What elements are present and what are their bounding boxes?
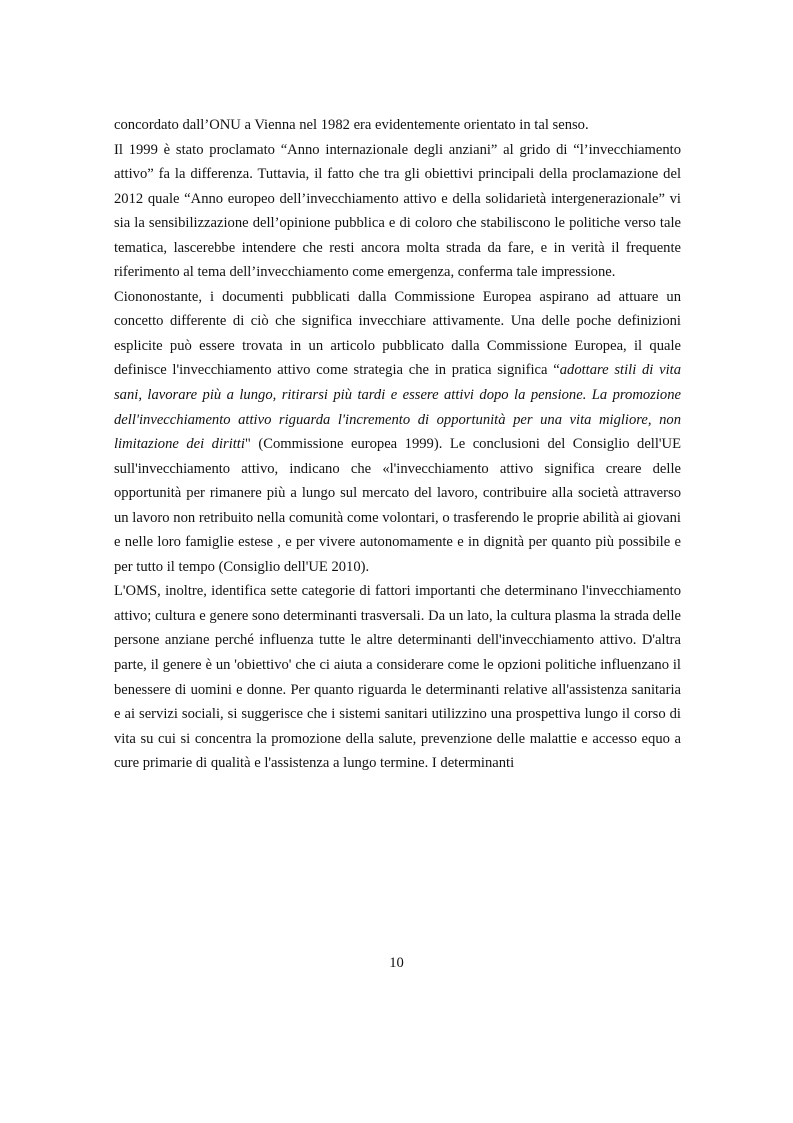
paragraph-text-after-quote: " (Commissione europea 1999). Le conclusioni del Consiglio dell'UE sull'invecchiamento attivo, indicano che «l'invecchiamento attivo significa creare delle opportunità per rimanere più a lungo sul mercato del lavoro, contribuire alla società attraverso un lavoro non retribuito nella comunità come volontari, o trasferendo le proprie abilità ai giovani e nelle loro famiglie estese , e per vivere autonomamente e in dignità per quanto più possibile e per tutto il tempo (Consiglio dell'UE 2010). <box>114 436 681 575</box>
paragraph-anno-internazionale: Il 1999 è stato proclamato “Anno internazionale degli anziani” al grido di “l’invecchiamento attivo” fa la differenza. Tuttavia, il fatto che tra gli obiettivi principali della proclamazione del 2012 quale “Anno europeo dell’invecchiamento attivo e della solidarietà intergenerazionale” vi sia la sensibilizzazione dell’opinione pubblica e di coloro che stabiliscono le politiche verso tale tematica, lascerebbe intendere che resti ancora molta strada da fare, e in verità il frequente riferimento al tema dell’invecchiamento come emergenza, conferma tale impressione. <box>114 141 681 281</box>
paragraph-continuation: concordato dall’ONU a Vienna nel 1982 era evidentemente orientato in tal senso. <box>114 117 589 133</box>
paragraph-commissione-europea <box>114 285 681 580</box>
paragraph-text-before-quote: Ciononostante, i documenti pubblicati dalla Commissione Europea aspirano ad attuare un concetto differente di ciò che significa invecchiare attivamente. Una delle poche definizioni esplicite può essere trovata in un articolo pubblicato dalla Commissione Europea, il quale definisce l'invecchiamento attivo come strategia che in pratica significa “ <box>114 288 681 379</box>
document-body <box>114 113 681 776</box>
paragraph-oms-determinanti: L'OMS, inoltre, identifica sette categorie di fattori importanti che determinano l'invecchiamento attivo; cultura e genere sono determinanti trasversali. Da un lato, la cultura plasma la strada delle persone anziane perché influenza tutte le altre determinanti dell'invecchiamento attivo. D'altra parte, il genere è un 'obiettivo' che ci aiuta a considerare come le opzioni politiche influenzano il benessere di uomini e donne. Per quanto riguarda le determinanti relative all'assistenza sanitaria e ai servizi sociali, si suggerisce che i sistemi sanitari utilizzino una prospettiva lungo il corso di vita su cui si concentra la promozione della salute, prevenzione delle malattie e accesso equo a cure primarie di qualità e l'assistenza a lungo termine. I determinanti <box>114 583 681 772</box>
italic-quote: adottare stili di vita sani, lavorare più a lungo, ritirarsi più tardi e essere attivi dopo la pensione. La promozione dell'invecchiamento attivo riguarda l'incremento di opportunità per una vita migliore, non limitazione dei diritti <box>114 362 681 453</box>
page-number: 10 <box>389 955 404 971</box>
